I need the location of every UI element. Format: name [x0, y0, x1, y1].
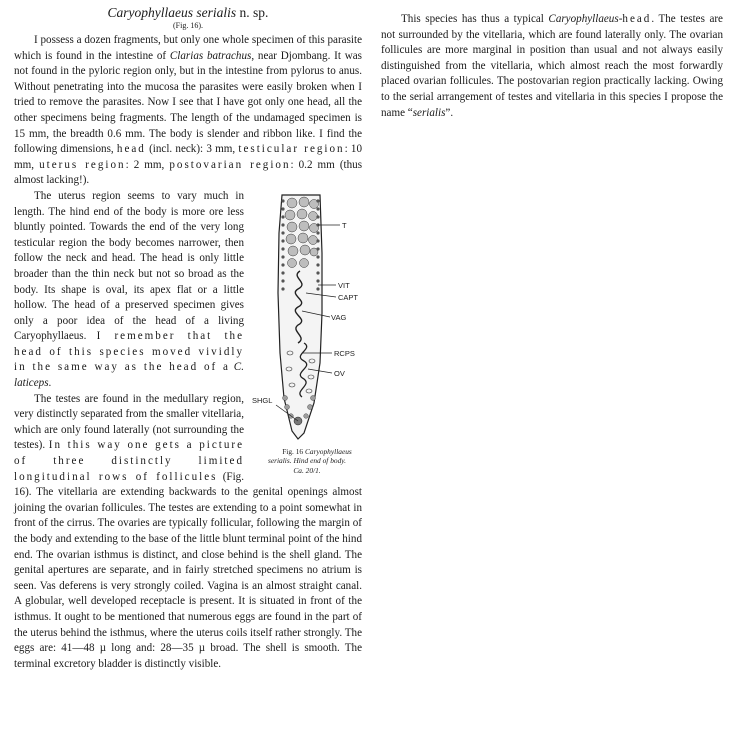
text-segment: (Fig. 16). The vitellaria are extending backwards to the genital openings almost joining the ovarian follicules. The testes are extending to a point somewhat in front of the cirrus. The ovaries are typically follicular, following the margin of the body and extending to the base of the little blunt terminal point of the hind end. The ovarian isthmus is distinct, and close behind is the shell gland. The genital apertures are separate, and in fairly stretched specimens no atrium is seen. Vas deferens is very strongly coiled. Vagina is an almost straight canal. A globular, well developed receptacle is present. It is situated in front of the isthmus. It ought to be mentioned that numerous eggs are found in the part of the uterus behind the isthmus, where the uterus coils itself rather strongly. The eggs are: 41—48 µ long and: 28—35 µ broad. The shell is smooth. The terminal excretory bladder is distinctly visible.: [14, 470, 362, 670]
text-segment: I possess a dozen fragments, but only one whole specimen of this parasite which is found in the intestine of: [14, 34, 362, 62]
spaced-segment: In this way one gets a picture of three distinctly limited longitudinal rows of follicules: [14, 439, 244, 483]
right-column: [381, 0, 723, 121]
label-t: T: [342, 220, 347, 230]
italic-segment: Caryophyllaeus: [548, 13, 619, 25]
figure-16: [252, 193, 362, 477]
spaced-segment: uterus region: [39, 158, 126, 171]
spaced-segment: head: [116, 143, 146, 156]
text-segment: ”.: [445, 106, 454, 119]
label-capt: CAPT: [338, 292, 359, 302]
spaced-segment: I remember that the head of this species moved vividly in the same way as the head of a: [14, 330, 244, 374]
figure-reference: (Fig. 16).: [173, 21, 203, 30]
label-rcps: RCPS: [334, 348, 355, 358]
caption-species: Caryophyllaeus serialis.: [267, 446, 352, 466]
text-segment: The testes are found in the medullary region, very distinctly separated from the smaller vitellaria, which are only found laterally (not surrounding the testes).: [14, 392, 244, 452]
label-vit: VIT: [338, 280, 350, 290]
italic-segment: serialis: [412, 106, 446, 119]
text-segment: This species has thus a typical: [401, 13, 549, 25]
label-vag: VAG: [331, 312, 347, 322]
species-suffix: n. sp.: [236, 5, 269, 20]
figure-caption: [252, 447, 362, 475]
species-name: Caryophyllaeus serialis: [107, 5, 237, 20]
italic-segment: Clarias batrachus: [169, 49, 252, 62]
spaced-segment: head: [622, 13, 652, 25]
text-segment: , near Djombang. It was not found in the pyloric region only, but in the intestine from pylorus to anus. Without penetrating into the mucosa the parasites were easily broken when I tried to remove the parasites. Now I see that I have got only one head, all the other specimens being fragments. The length of the undamaged specimen is 15 mm, the breadth 0.6 mm. The body is slender and ribbon like. I find the following dimensions,: [14, 49, 362, 156]
article-title: [14, 0, 362, 21]
text-segment: .: [48, 377, 52, 390]
paragraph-1: [14, 33, 362, 189]
caption-scale: Ca. 20/1.: [293, 465, 321, 475]
spaced-segment: testicular region: [238, 143, 345, 156]
label-shgl: SHGL: [252, 395, 273, 405]
paragraph-right-1: [381, 12, 723, 121]
text-segment: . The testes are not surrounded by the vitellaria, which are found laterally only. The ovarian follicules are more marginal in position than usual and not always easily distinguished from the vitellaria, which almost reach the most forwardly placed ovarian follicules. The postovarian region practically lacking. Owing to the serial arrangement of testes and vitellaria in this species I propose the name “: [381, 13, 723, 119]
text-segment: : 2 mm,: [125, 158, 170, 171]
specimen-drawing: [252, 193, 362, 443]
left-column: [14, 0, 362, 672]
text-segment: The uterus region seems to vary much in length. The hind end of the body is more ore less bluntly pointed. Towards the end of the very long testicular region the body becomes narrower, then follow the neck and head. The head is only little broader than the thin neck but not so broad as the body. Its shape is oval, its apex flat or a little hollow. The head of a preserved specimen gives only a poor idea of the head of a living Caryophyllaeus.: [14, 189, 244, 343]
text-segment: -: [618, 13, 623, 25]
text-segment: (incl. neck): 3 mm,: [145, 143, 239, 156]
spaced-segment: postovarian region: [169, 158, 291, 171]
text-segment: : 0.2 mm (thus almost lacking!).: [14, 158, 363, 187]
caption-lead: Fig. 16: [282, 446, 304, 456]
text-segment: : 10 mm,: [14, 143, 363, 171]
italic-segment: C. laticeps: [14, 361, 244, 390]
label-ov: OV: [334, 368, 345, 378]
caption-desc: Hind end of body.: [293, 456, 347, 466]
